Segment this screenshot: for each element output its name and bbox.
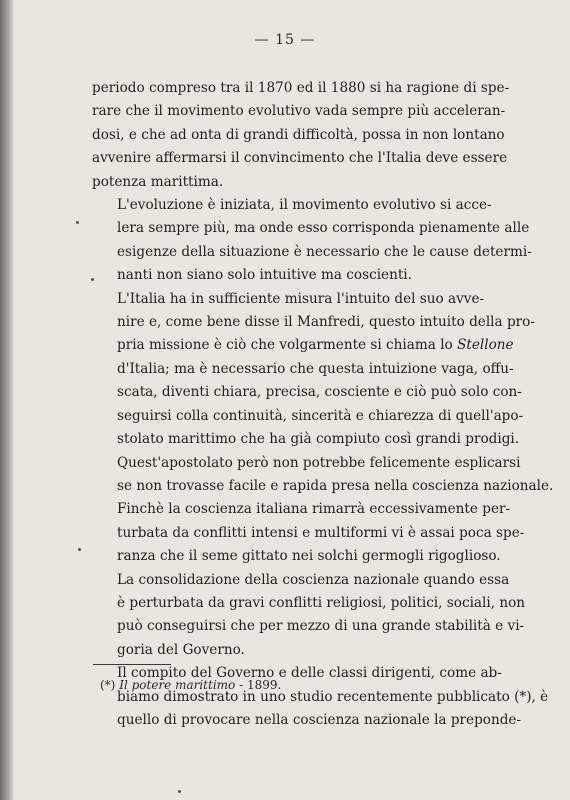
body-text [92, 77, 554, 732]
footnote-marker: (*) [100, 678, 116, 692]
text-line: goria del Governo. [117, 641, 245, 658]
footnote-year: 1899. [246, 678, 282, 692]
text-line: L'evoluzione è iniziata, il movimento evolutivo si acce- [117, 197, 492, 214]
text-line: lera sempre più, ma onde esso corrisponda pienamente alle [117, 220, 530, 237]
text-line: turbata da conflitti intensi e multiformi vi è assai poca spe- [117, 524, 525, 541]
paragraph [92, 77, 510, 194]
footnote-separator: - [235, 678, 247, 692]
text-line: esigenze della situazione è necessario che le cause determi- [117, 243, 532, 260]
text-line: Finchè la coscienza italiana rimarrà eccessivamente per- [117, 501, 511, 518]
text-line: periodo compreso tra il 1870 ed il 1880 si ha ragione di spe- [92, 80, 510, 96]
footnote-title: Il potere marittimo [119, 678, 236, 692]
text-line: se non trovasse facile e rapida presa nella coscienza nazionale. [117, 477, 554, 494]
footnote [100, 678, 281, 692]
text-line: Quest'apostolato però non potrebbe felicemente esplicarsi [117, 454, 521, 471]
footnote-rule [93, 664, 171, 665]
text-line: scata, diventi chiara, precisa, cosciente e ciò può solo con- [117, 384, 522, 401]
text-line: quello di provocare nella coscienza nazionale la preponde- [117, 711, 522, 728]
text-line: può conseguirsi che per mezzo di una grande stabilità e vi- [117, 618, 525, 635]
text-line: La consolidazione della coscienza nazionale quando essa [117, 571, 510, 588]
paragraph [92, 452, 554, 499]
text-line: stolato marittimo che ha già compiuto così grandi prodigi. [117, 431, 520, 448]
text-line: seguirsi colla continuità, sincerità e chiarezza di quell'apo- [117, 407, 524, 424]
text-line: biamo dimostrato in uno studio recentemente pubblicato (*), è [117, 688, 549, 705]
text-line: è perturbata da gravi conflitti religiosi, politici, sociali, non [117, 594, 526, 611]
paragraph [92, 498, 525, 568]
paper-speck [76, 221, 79, 224]
text-line: L'Italia ha in sufficiente misura l'intuito del suo avve- [117, 290, 485, 307]
text-line: dosi, e che ad onta di grandi difficoltà, possa in non lontano [92, 126, 505, 143]
paragraph [92, 288, 535, 452]
text-line: d'Italia; ma è necessario che questa intuizione vaga, offu- [117, 360, 514, 377]
text-line: Il compito del Governo e delle classi dirigenti, come ab- [117, 665, 502, 682]
text-line: nire e, come bene disse il Manfredi, questo intuito della pro- [117, 314, 535, 331]
paragraph [92, 194, 532, 288]
paper-speck [178, 790, 181, 793]
text-line: avvenire affermarsi il convincimento che l'Italia deve essere [92, 150, 508, 167]
paragraph [92, 569, 526, 663]
paper-speck [91, 278, 94, 281]
italic-phrase: Stellone [457, 337, 514, 354]
text-line: rare che il movimento evolutivo vada sempre più acceleran- [92, 103, 506, 120]
text-line: potenza marittima. [92, 173, 224, 190]
page-number: — 15 — [254, 32, 316, 48]
paragraph [92, 662, 549, 732]
paper-speck [78, 548, 81, 551]
book-spine-shadow [0, 0, 14, 800]
text-line: ranza che il seme gittato nei solchi germogli rigoglioso. [117, 548, 501, 565]
text-line: pria missione è ciò che volgarmente si chiama lo Stellone [117, 337, 514, 354]
text-line: nanti non siano solo intuitive ma coscienti. [117, 267, 412, 284]
